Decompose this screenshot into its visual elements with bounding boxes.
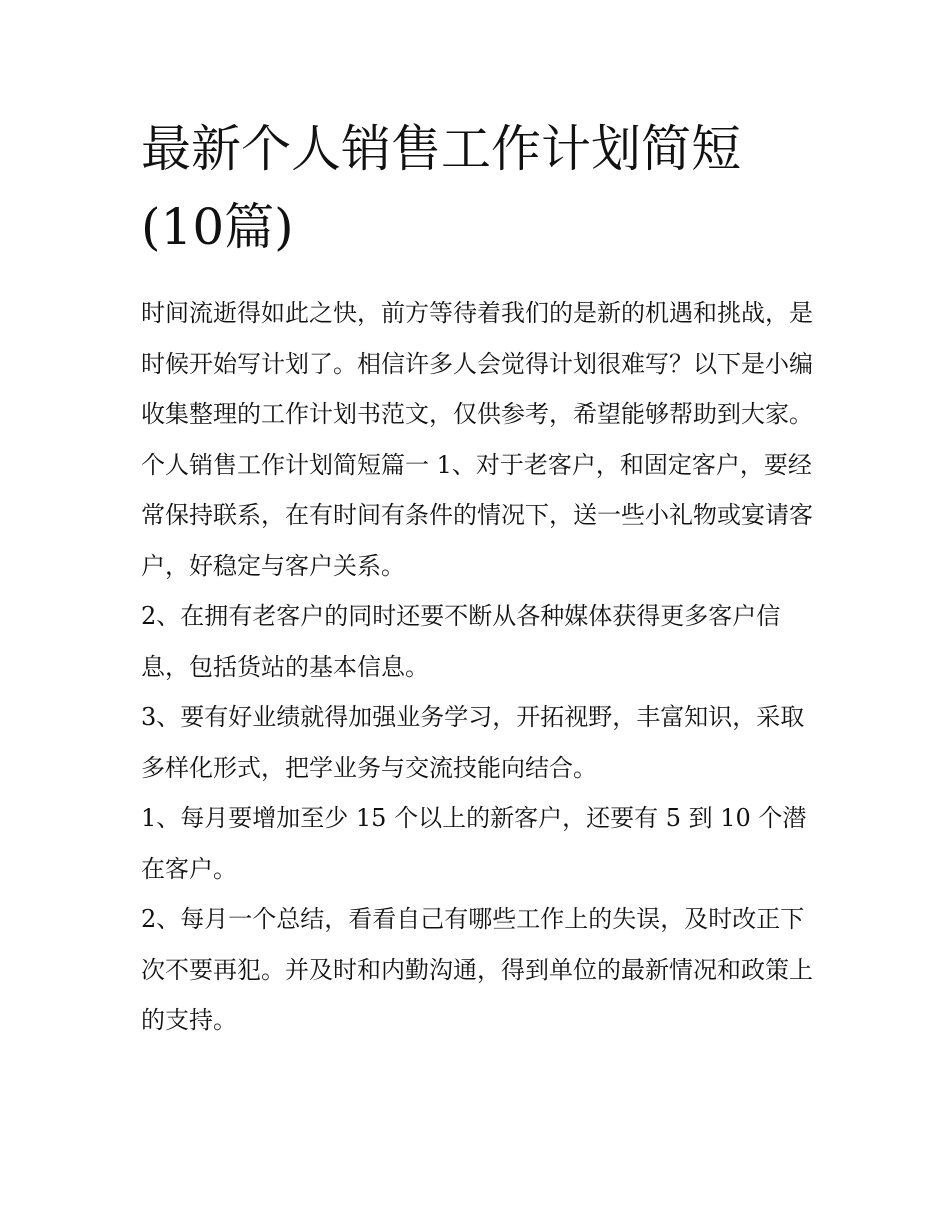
document-body (141, 288, 816, 1046)
paragraph-item-monthly-summary: 2、每月一个总结，看看自己有哪些工作上的失误，及时改正下次不要再犯。并及时和内勤沟通，得到单位的最新情况和政策上的支持。 (141, 905, 813, 1034)
paragraph-item-old-customers: 个人销售工作计划简短篇一 1、对于老客户，和固定客户，要经常保持联系，在有时间有条件的情况下，送一些小礼物或宴请客户，好稳定与客户关系。 (141, 450, 813, 580)
document-title: 最新个人销售工作计划简短(10篇) (141, 120, 741, 256)
paragraph-item-monthly-customers: 1、每月要增加至少 15 个以上的新客户，还要有 5 到 10 个潜在客户。 (141, 804, 807, 883)
document-content (141, 110, 816, 1046)
paragraph-intro: 时间流逝得如此之快，前方等待着我们的是新的机遇和挑战，是时候开始写计划了。相信许多人会觉得计划很难写？以下是小编收集整理的工作计划书范文，仅供参考，希望能够帮助到大家。 (141, 299, 813, 428)
paragraph-item-learning: 3、要有好业绩就得加强业务学习，开拓视野，丰富知识，采取多样化形式，把学业务与交流技能向结合。 (141, 703, 805, 782)
paragraph-item-new-info: 2、在拥有老客户的同时还要不断从各种媒体获得更多客户信息，包括货站的基本信息。 (141, 602, 781, 681)
